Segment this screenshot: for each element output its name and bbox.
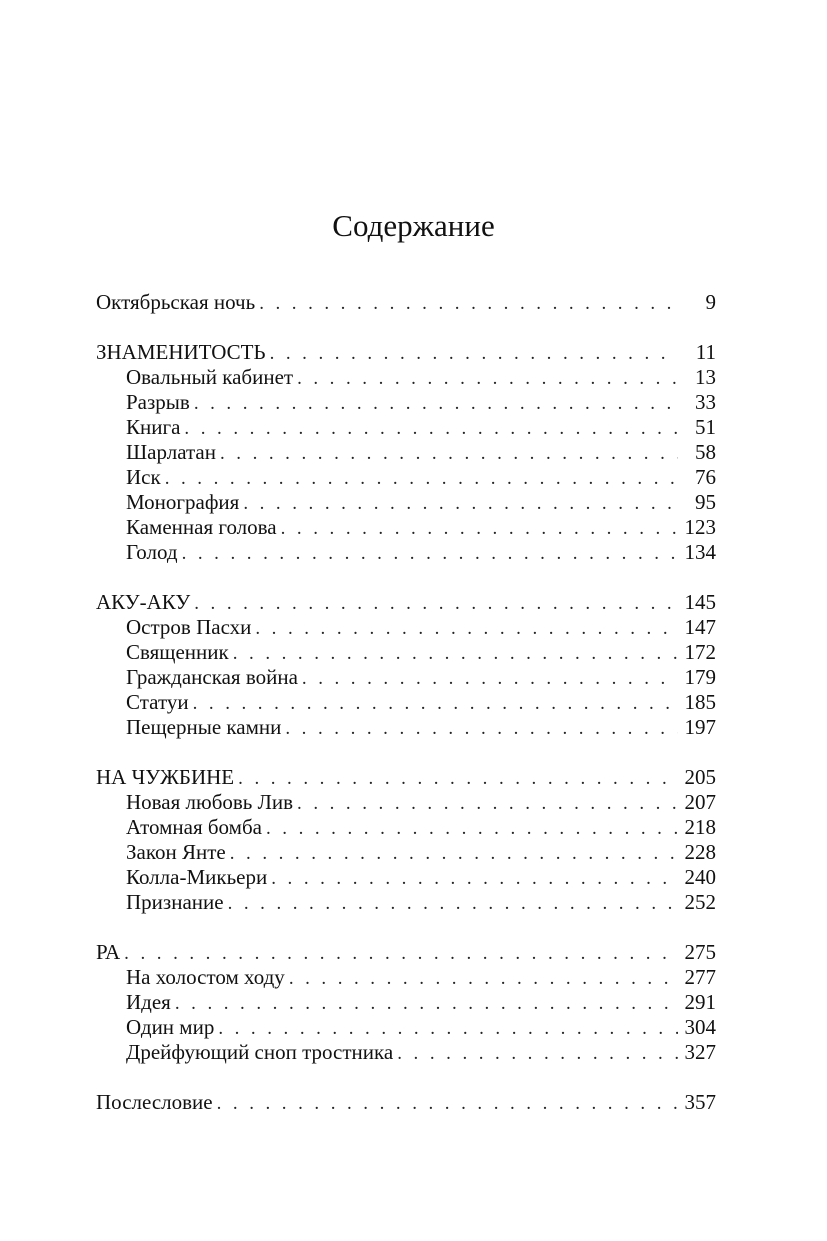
toc-part-entry — [96, 1090, 716, 1115]
dot-leader — [289, 966, 678, 991]
dot-leader — [228, 891, 678, 916]
toc-part-entry — [96, 940, 716, 965]
toc-page-number: 33 — [695, 390, 716, 414]
dot-leader — [175, 991, 678, 1016]
toc-entry-title: Идея — [126, 990, 171, 1014]
toc-entry-title: Новая любовь Лив — [126, 790, 294, 814]
toc-page-number: 58 — [695, 440, 716, 464]
toc-chapter-entry — [96, 840, 716, 865]
toc-entry-title: На холостом ходу — [126, 965, 285, 989]
toc-page-number: 134 — [684, 540, 716, 564]
toc-chapter-entry — [96, 440, 716, 465]
dot-leader — [238, 766, 678, 791]
toc-entry-title: Колла-Микьери — [126, 865, 268, 889]
toc-entry-title: Дрейфующий сноп тростника — [126, 1040, 394, 1064]
toc-chapter-entry — [96, 465, 716, 490]
toc-chapter-entry — [96, 540, 716, 565]
toc-page-number: 252 — [684, 890, 716, 914]
toc-page-number: 13 — [695, 365, 716, 389]
toc-page-number: 179 — [684, 665, 716, 689]
dot-leader — [297, 366, 678, 391]
toc-entry-title: Разрыв — [126, 390, 190, 414]
toc-chapter-entry — [96, 415, 716, 440]
toc-section — [96, 940, 716, 1065]
toc-section — [96, 765, 716, 915]
toc-entry-title: Статуи — [126, 690, 189, 714]
toc-entry-title: Книга — [126, 415, 181, 439]
dot-leader — [297, 791, 678, 816]
toc-entry-title: Один мир — [126, 1015, 215, 1039]
dot-leader — [255, 616, 678, 641]
toc-chapter-entry — [96, 665, 716, 690]
toc-section — [96, 1090, 716, 1115]
toc-entry-title: Овальный кабинет — [126, 365, 294, 389]
dot-leader — [218, 1016, 678, 1041]
dot-leader — [259, 291, 678, 316]
toc-page-number: 218 — [684, 815, 716, 839]
toc-page-number: 228 — [684, 840, 716, 864]
toc-page-number: 123 — [684, 515, 716, 539]
toc-entry-title: Остров Пасхи — [126, 615, 252, 639]
toc-chapter-entry — [96, 990, 716, 1015]
toc-page-number: 291 — [684, 990, 716, 1014]
toc-part-entry — [96, 290, 716, 315]
toc-chapter-entry — [96, 1040, 716, 1065]
dot-leader — [302, 666, 678, 691]
toc-page-number: 327 — [684, 1040, 716, 1064]
toc-entry-title: Гражданская война — [126, 665, 298, 689]
table-of-contents — [96, 290, 716, 1140]
toc-chapter-entry — [96, 1015, 716, 1040]
dot-leader — [217, 1091, 678, 1116]
dot-leader — [220, 441, 678, 466]
toc-part-entry — [96, 765, 716, 790]
toc-page-number: 172 — [684, 640, 716, 664]
dot-leader — [271, 866, 678, 891]
toc-page-number: 145 — [684, 590, 716, 614]
toc-page-number: 357 — [684, 1090, 716, 1114]
toc-page-number: 304 — [684, 1015, 716, 1039]
toc-part-entry — [96, 590, 716, 615]
toc-entry-title: Послесловие — [96, 1090, 213, 1114]
dot-leader — [281, 516, 678, 541]
dot-leader — [270, 341, 678, 366]
dot-leader — [184, 416, 678, 441]
toc-entry-title: Закон Янте — [126, 840, 226, 864]
toc-chapter-entry — [96, 390, 716, 415]
toc-chapter-entry — [96, 790, 716, 815]
toc-page-number: 207 — [684, 790, 716, 814]
toc-section — [96, 590, 716, 740]
toc-entry-title: АКУ-АКУ — [96, 590, 191, 614]
dot-leader — [194, 591, 678, 616]
toc-chapter-entry — [96, 890, 716, 915]
toc-page-number: 205 — [684, 765, 716, 789]
toc-chapter-entry — [96, 490, 716, 515]
toc-entry-title: Признание — [126, 890, 224, 914]
toc-page-number: 95 — [695, 490, 716, 514]
toc-entry-title: Каменная голова — [126, 515, 277, 539]
dot-leader — [194, 391, 678, 416]
toc-page-number: 197 — [684, 715, 716, 739]
toc-chapter-entry — [96, 815, 716, 840]
toc-section — [96, 290, 716, 315]
toc-page-number: 185 — [684, 690, 716, 714]
toc-page-number: 147 — [684, 615, 716, 639]
toc-entry-title: Монография — [126, 490, 240, 514]
toc-page-number: 277 — [684, 965, 716, 989]
dot-leader — [165, 466, 678, 491]
toc-entry-title: НА ЧУЖБИНЕ — [96, 765, 235, 789]
toc-entry-title: РА — [96, 940, 121, 964]
toc-part-entry — [96, 340, 716, 365]
toc-chapter-entry — [96, 640, 716, 665]
toc-entry-title: Иск — [126, 465, 161, 489]
page-title: Содержание — [332, 208, 495, 243]
dot-leader — [285, 716, 678, 741]
toc-page-number: 9 — [705, 290, 716, 314]
toc-chapter-entry — [96, 515, 716, 540]
dot-leader — [230, 841, 678, 866]
toc-chapter-entry — [96, 715, 716, 740]
toc-page-number: 11 — [695, 340, 716, 364]
toc-page-number: 76 — [695, 465, 716, 489]
toc-entry-title: ЗНАМЕНИТОСТЬ — [96, 340, 266, 364]
toc-chapter-entry — [96, 615, 716, 640]
toc-entry-title: Священник — [126, 640, 229, 664]
dot-leader — [124, 941, 678, 966]
toc-chapter-entry — [96, 965, 716, 990]
dot-leader — [233, 641, 678, 666]
toc-page-number: 275 — [684, 940, 716, 964]
dot-leader — [193, 691, 678, 716]
toc-entry-title: Шарлатан — [126, 440, 216, 464]
toc-entry-title: Голод — [126, 540, 178, 564]
toc-section — [96, 340, 716, 565]
toc-entry-title: Атомная бомба — [126, 815, 262, 839]
dot-leader — [243, 491, 678, 516]
dot-leader — [266, 816, 678, 841]
toc-chapter-entry — [96, 690, 716, 715]
dot-leader — [182, 541, 678, 566]
toc-page-number: 51 — [695, 415, 716, 439]
toc-entry-title: Октябрьская ночь — [96, 290, 256, 314]
toc-entry-title: Пещерные камни — [126, 715, 282, 739]
toc-page-number: 240 — [684, 865, 716, 889]
toc-chapter-entry — [96, 865, 716, 890]
toc-chapter-entry — [96, 365, 716, 390]
dot-leader — [397, 1041, 678, 1066]
